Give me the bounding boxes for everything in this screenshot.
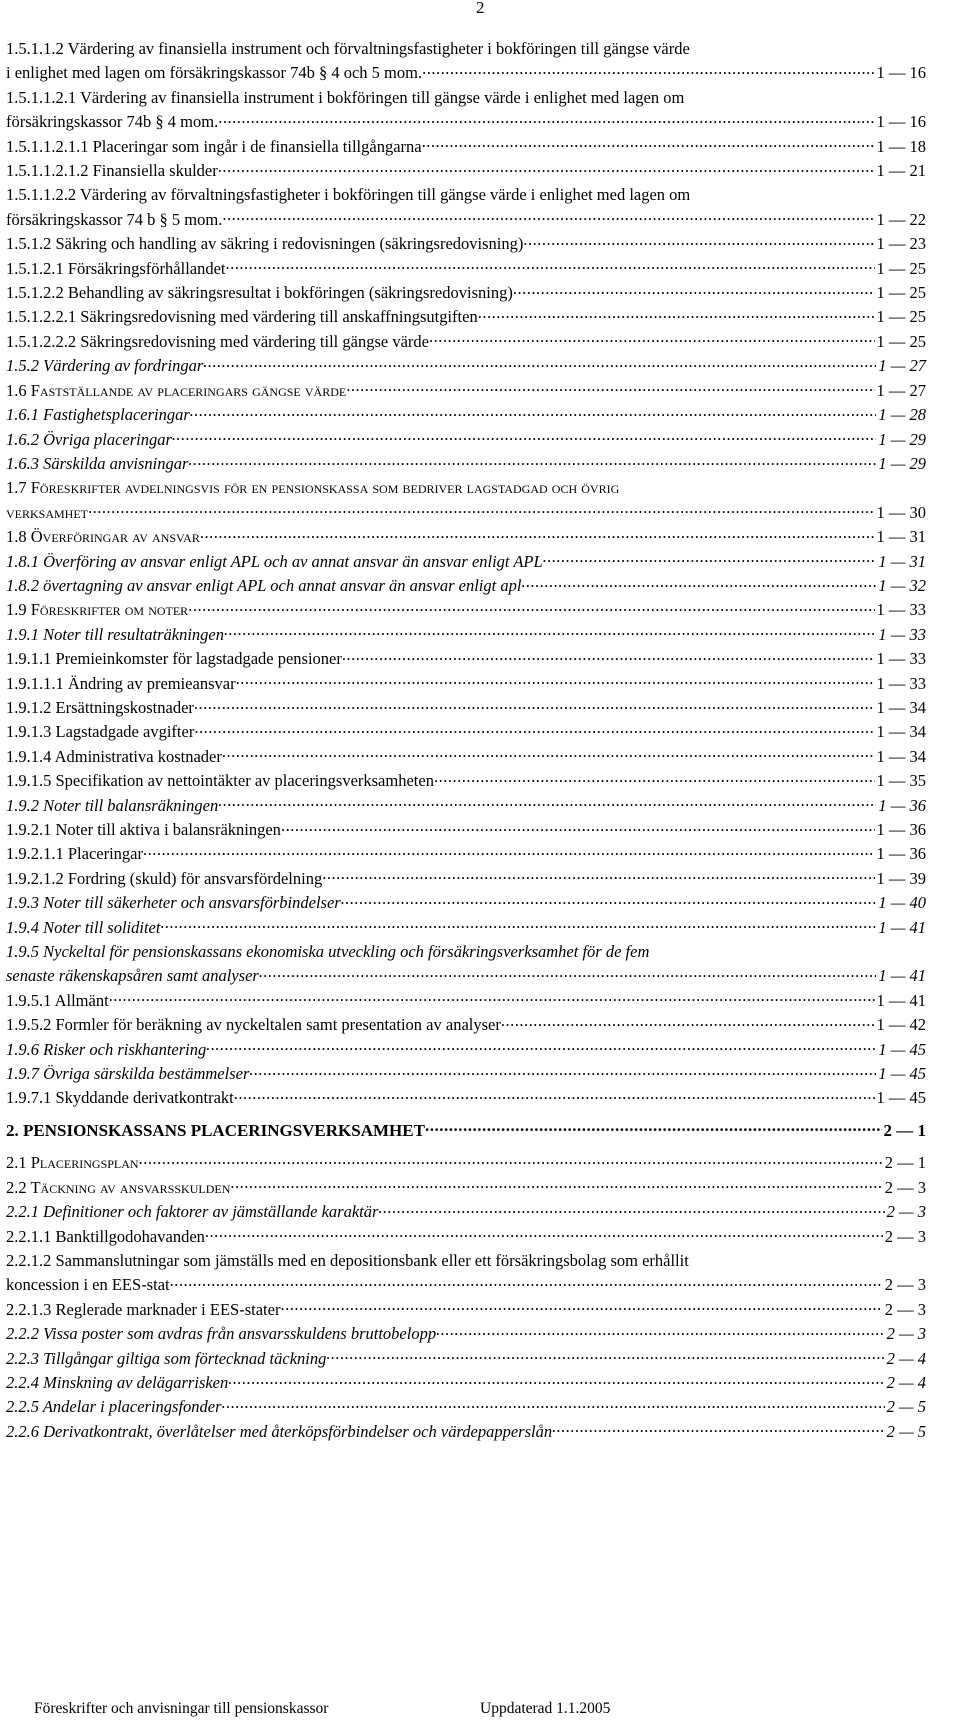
toc-entry-line (6, 1013, 926, 1037)
toc-entry-page: 1 — 22 (876, 209, 926, 229)
toc-entry[interactable] (6, 281, 926, 305)
toc-entry-page: 2 — 5 (886, 1421, 926, 1441)
toc-entry-title: 1.6 Fastställande av placeringars gängse värde (6, 380, 347, 400)
toc-entry-line (6, 403, 926, 427)
toc-entry-line (6, 623, 926, 647)
toc-entry[interactable] (6, 598, 926, 622)
toc-entry-title: senaste räkenskapsåren samt analyser (6, 966, 259, 986)
dot-leader (206, 1038, 876, 1055)
toc-entry[interactable] (6, 1420, 926, 1444)
toc-entry-title: verksamhet (6, 502, 89, 522)
toc-entry[interactable] (6, 574, 926, 598)
toc-entry-title: 2.2.4 Minskning av delägarrisken (6, 1372, 229, 1392)
toc-entry-title: 1.9.5.1 Allmänt (6, 990, 109, 1010)
page-number: 2 (476, 0, 485, 17)
dot-leader (236, 672, 875, 689)
toc-entry-line (6, 720, 926, 744)
dot-leader (222, 208, 874, 225)
dot-leader (280, 1298, 882, 1315)
toc-entry-page: 1 — 25 (876, 307, 926, 327)
dot-leader (322, 867, 874, 884)
toc-entry-title: 1.9.1.1 Premieinkomster för lagstadgade pensioner (6, 649, 342, 669)
toc-entry[interactable] (6, 989, 926, 1013)
toc-entry[interactable] (6, 403, 926, 427)
toc-entry-title: 1.9.2.1.2 Fordring (skuld) för ansvarsfördelning (6, 868, 323, 888)
dot-leader (218, 111, 874, 128)
toc-entry-page: 1 — 25 (876, 258, 926, 278)
toc-entry-line (6, 1225, 926, 1249)
dot-leader (222, 1396, 885, 1413)
toc-entry-page: 1 — 34 (876, 697, 926, 717)
toc-entry[interactable] (6, 1200, 926, 1224)
toc-entry-page: 1 — 29 (878, 453, 926, 473)
toc-entry[interactable] (6, 1347, 926, 1371)
toc-entry-page: 1 — 45 (878, 1064, 926, 1084)
dot-leader (543, 550, 877, 567)
dot-leader (513, 282, 875, 299)
toc-entry-title: 1.9.2.1.1 Placeringar (6, 844, 144, 864)
dot-leader (230, 1176, 882, 1193)
toc-entry-title: 1.5.1.2 Säkring och handling av säkring i redovisningen (säkringsredovisning) (6, 234, 524, 254)
dot-leader (109, 989, 875, 1006)
dot-leader (249, 1063, 876, 1080)
toc-entry-line (6, 281, 926, 305)
dot-leader (326, 1347, 884, 1364)
toc-entry-title: 2.2.2 Vissa poster som avdras från ansvarsskuldens bruttobelopp (6, 1324, 437, 1344)
toc-entry[interactable] (6, 696, 926, 720)
toc-entry[interactable] (6, 525, 926, 549)
toc-entry-title: 1.5.1.2.2.1 Säkringsredovisning med värdering till anskaffningsutgiften (6, 307, 478, 327)
toc-entry[interactable] (6, 916, 926, 940)
toc-entry[interactable] (6, 745, 926, 769)
dot-leader (436, 1323, 885, 1340)
toc-entry-line (6, 989, 926, 1013)
toc-entry-line (6, 647, 926, 671)
toc-entry-title: 2.2.1.3 Reglerade marknader i EES-stater (6, 1299, 281, 1319)
toc-entry[interactable] (6, 1038, 926, 1062)
toc-entry-page: 1 — 31 (876, 527, 926, 547)
dot-leader (188, 599, 874, 616)
toc-entry-title: 2.2.6 Derivatkontrakt, överlåtelser med återköpsförbindelser och värdepapperslån (6, 1421, 553, 1441)
toc-entry[interactable] (6, 257, 926, 281)
toc-entry[interactable] (6, 452, 926, 476)
footer-document-title: Föreskrifter och anvisningar till pensionskassor (34, 1700, 329, 1717)
toc-entry-page: 1 — 36 (876, 844, 926, 864)
toc-entry-line (6, 964, 926, 988)
dot-leader (200, 526, 875, 543)
dot-leader (218, 160, 875, 177)
toc-entry-title: 1.9.4 Noter till soliditet (6, 917, 161, 937)
dot-leader (346, 379, 874, 396)
dot-leader (378, 1201, 884, 1218)
toc-entry[interactable] (6, 330, 926, 354)
toc-entry-line (6, 916, 926, 940)
toc-entry[interactable] (6, 305, 926, 329)
toc-entry-line (6, 891, 926, 915)
toc-entry-page: 1 — 31 (878, 551, 926, 571)
dot-leader (226, 257, 875, 274)
toc-entry[interactable] (6, 842, 926, 866)
dot-leader (188, 452, 876, 469)
dot-leader (143, 843, 874, 860)
toc-entry-page: 1 — 27 (878, 356, 926, 376)
toc-entry-line (6, 794, 926, 818)
toc-entry-line (6, 525, 926, 549)
toc-entry[interactable] (6, 1322, 926, 1346)
toc-entry-title: 1.9.3 Noter till säkerheter och ansvarsförbindelser (6, 893, 341, 913)
toc-entry-page: 2 — 3 (884, 1226, 926, 1246)
dot-leader (88, 501, 874, 518)
toc-entry-title: 1.5.1.2.2.2 Säkringsredovisning med värdering till gängse värde (6, 331, 429, 351)
toc-entry-title: 2.2.1.1 Banktillgodohavanden (6, 1226, 205, 1246)
toc-entry-title: 2.2.1 Definitioner och faktorer av jämställande karaktär (6, 1202, 379, 1222)
toc-entry-page: 1 — 33 (876, 673, 926, 693)
toc-entry-title: 2.2.5 Andelar i placeringsfonder (6, 1397, 222, 1417)
toc-entry-line (6, 1119, 926, 1143)
toc-entry-line (6, 305, 926, 329)
toc-entry-line (6, 1273, 926, 1297)
dot-leader (172, 428, 876, 445)
toc-entry[interactable] (6, 720, 926, 744)
toc-entry-line (6, 867, 926, 891)
dot-leader (425, 1119, 882, 1136)
toc-entry-line (6, 1298, 926, 1322)
toc-entry[interactable] (6, 86, 926, 135)
toc-entry[interactable] (6, 1225, 926, 1249)
toc-entry[interactable] (6, 232, 926, 256)
toc-entry-title-line: 1.7 Föreskrifter avdelningsvis för en pensionskassa som bedriver lagstadgad och övrig (6, 478, 620, 498)
toc-entry-title: koncession i en EES-stat (6, 1275, 170, 1295)
dot-leader (342, 648, 875, 665)
toc-entry-line (6, 574, 926, 598)
dot-leader (194, 721, 874, 738)
toc-entry-title: 1.9.2 Noter till balansräkningen (6, 795, 219, 815)
toc-entry-title-line: 1.5.1.1.2.1 Värdering av finansiella instrument i bokföringen till gängse värde i enlighet med lagen om (6, 87, 685, 107)
toc-entry-line (6, 1371, 926, 1395)
dot-leader (523, 233, 874, 250)
dot-leader (429, 330, 875, 347)
toc-entry-page: 1 — 42 (876, 1015, 926, 1035)
dot-leader (190, 404, 877, 421)
toc-entry[interactable] (6, 647, 926, 671)
toc-entry[interactable] (6, 476, 926, 525)
toc-entry-page: 1 — 28 (878, 405, 926, 425)
toc-entry[interactable] (6, 379, 926, 403)
toc-entry-line (6, 208, 926, 232)
toc-entry-line (6, 61, 926, 85)
toc-entry-line (6, 842, 926, 866)
toc-entry-page: 1 — 33 (878, 624, 926, 644)
table-of-contents (6, 37, 926, 1444)
footer-updated-date: Uppdaterad 1.1.2005 (480, 1700, 611, 1717)
dot-leader (194, 696, 875, 713)
toc-entry[interactable] (6, 623, 926, 647)
toc-entry-title: 1.6.1 Fastighetsplaceringar (6, 405, 190, 425)
toc-entry-title-line: 1.9.5 Nyckeltal för pensionskassans ekonomiska utveckling och försäkringsverksamhet för de fem (6, 942, 650, 962)
toc-entry-title: 1.9.5.2 Formler för beräkning av nyckeltalen samt presentation av analyser (6, 1015, 501, 1035)
toc-entry-page: 1 — 27 (876, 380, 926, 400)
toc-entry-title: 1.8.2 övertagning av ansvar enligt APL och annat ansvar än ansvar enligt apl (6, 575, 522, 595)
toc-entry-line (6, 818, 926, 842)
toc-entry-page: 2 — 3 (884, 1275, 926, 1295)
toc-entry[interactable] (6, 159, 926, 183)
toc-entry[interactable] (6, 1062, 926, 1086)
toc-entry[interactable] (6, 428, 926, 452)
toc-entry-page: 2 — 4 (886, 1348, 926, 1368)
toc-entry[interactable] (6, 1119, 926, 1143)
toc-entry-line (6, 354, 926, 378)
toc-entry-title: 1.9.1.1.1 Ändring av premieansvar (6, 673, 236, 693)
dot-leader (160, 916, 876, 933)
dot-leader (422, 135, 875, 152)
toc-entry-title: 1.9.1.5 Specifikation av nettointäkter av placeringsverksamheten (6, 771, 434, 791)
toc-entry-line (6, 501, 926, 525)
toc-entry-line (6, 1420, 926, 1444)
toc-entry-title: 1.6.2 Övriga placeringar (6, 429, 172, 449)
toc-entry[interactable] (6, 354, 926, 378)
toc-entry-title: i enlighet med lagen om försäkringskassor 74b § 4 och 5 mom. (6, 63, 423, 83)
dot-leader (478, 306, 875, 323)
toc-entry-line (6, 257, 926, 281)
toc-entry-page: 1 — 41 (878, 966, 926, 986)
dot-leader (224, 623, 876, 640)
dot-leader (218, 794, 876, 811)
toc-entry-title-line: 1.5.1.1.2.2 Värdering av förvaltningsfastigheter i bokföringen till gängse värde i enlighet med lagen om (6, 185, 691, 205)
toc-entry-title: 1.5.1.2.1 Försäkringsförhållandet (6, 258, 226, 278)
toc-entry[interactable] (6, 867, 926, 891)
dot-leader (259, 965, 877, 982)
toc-entry-page: 1 — 41 (876, 990, 926, 1010)
toc-entry-line (6, 232, 926, 256)
toc-entry-title: 1.9.1.4 Administrativa kostnader (6, 746, 222, 766)
toc-entry-line (6, 598, 926, 622)
toc-entry-title: 1.9 Föreskrifter om noter (6, 600, 189, 620)
toc-entry-line (6, 1176, 926, 1200)
toc-entry[interactable] (6, 1371, 926, 1395)
toc-entry-title: 1.5.1.1.2.1.1 Placeringar som ingår i de finansiella tillgångarna (6, 136, 422, 156)
toc-entry-title: 1.8.1 Överföring av ansvar enligt APL och av annat ansvar än ansvar enligt APL (6, 551, 543, 571)
toc-entry-title: 1.9.1 Noter till resultaträkningen (6, 624, 225, 644)
toc-entry-title-line: 2.2.1.2 Sammanslutningar som jämställs med en depositionsbank eller ett försäkringsbolag som erhållit (6, 1250, 689, 1270)
dot-leader (434, 770, 875, 787)
dot-leader (552, 1420, 884, 1437)
toc-entry-line (6, 1151, 926, 1175)
dot-leader (521, 574, 876, 591)
toc-entry-title: 1.9.1.2 Ersättningskostnader (6, 697, 194, 717)
dot-leader (222, 745, 875, 762)
toc-entry[interactable] (6, 769, 926, 793)
toc-entry-page: 2 — 5 (886, 1397, 926, 1417)
toc-entry-title: 1.9.7 Övriga särskilda bestämmelser (6, 1064, 250, 1084)
toc-entry[interactable] (6, 672, 926, 696)
toc-entry[interactable] (6, 818, 926, 842)
toc-entry-page: 1 — 45 (876, 1088, 926, 1108)
dot-leader (205, 1225, 883, 1242)
toc-entry-page: 1 — 39 (876, 868, 926, 888)
toc-entry-line (6, 1322, 926, 1346)
toc-entry-page: 2 — 1 (883, 1120, 926, 1140)
toc-entry-line (6, 428, 926, 452)
toc-entry-line (6, 672, 926, 696)
toc-entry-page: 2 — 3 (886, 1324, 926, 1344)
toc-entry-page: 1 — 34 (876, 746, 926, 766)
toc-entry[interactable] (6, 135, 926, 159)
toc-entry-page: 2 — 3 (886, 1202, 926, 1222)
toc-entry[interactable] (6, 940, 926, 989)
toc-entry-line (6, 1062, 926, 1086)
toc-entry-page: 1 — 33 (876, 649, 926, 669)
toc-entry-page: 1 — 21 (876, 161, 926, 181)
toc-entry-line (6, 769, 926, 793)
toc-entry-page: 1 — 16 (876, 112, 926, 132)
toc-entry-page: 1 — 35 (876, 771, 926, 791)
toc-entry-title-line: 1.5.1.1.2 Värdering av finansiella instrument och förvaltningsfastigheter i bokföringen till gängse värde (6, 39, 690, 58)
toc-entry-line (6, 330, 926, 354)
toc-entry[interactable] (6, 1013, 926, 1037)
dot-leader (422, 62, 874, 79)
dot-leader (281, 819, 875, 836)
dot-leader (228, 1371, 884, 1388)
toc-entry-title: 1.9.1.3 Lagstadgade avgifter (6, 722, 195, 742)
toc-entry[interactable] (6, 1298, 926, 1322)
toc-entry-line (6, 135, 926, 159)
toc-entry-line (6, 1395, 926, 1419)
toc-entry[interactable] (6, 891, 926, 915)
toc-entry-page: 1 — 25 (876, 331, 926, 351)
toc-entry-page: 1 — 45 (878, 1039, 926, 1059)
toc-entry-page: 2 — 3 (884, 1177, 926, 1197)
toc-entry-line (6, 379, 926, 403)
toc-entry[interactable] (6, 550, 926, 574)
toc-entry-line (6, 110, 926, 134)
toc-entry-line (6, 1347, 926, 1371)
toc-entry-page: 1 — 34 (876, 722, 926, 742)
dot-leader (234, 1087, 875, 1104)
toc-entry-title: 2. PENSIONSKASSANS PLACERINGSVERKSAMHET (6, 1120, 425, 1140)
toc-entry-title: 1.5.2 Värdering av fordringar (6, 356, 204, 376)
toc-entry-page: 2 — 3 (884, 1299, 926, 1319)
toc-entry-line (6, 1038, 926, 1062)
dot-leader (203, 355, 876, 372)
toc-entry-title: försäkringskassor 74b § 4 mom. (6, 112, 219, 132)
toc-entry-title: försäkringskassor 74 b § 5 mom. (6, 209, 223, 229)
toc-entry-line (6, 452, 926, 476)
toc-entry-page: 1 — 32 (878, 575, 926, 595)
toc-entry[interactable] (6, 1395, 926, 1419)
toc-entry-page: 1 — 23 (876, 234, 926, 254)
toc-entry-title: 1.5.1.2.2 Behandling av säkringsresultat i bokföringen (säkringsredovisning) (6, 283, 513, 303)
toc-entry-page: 2 — 4 (886, 1372, 926, 1392)
toc-entry-page: 1 — 29 (878, 429, 926, 449)
toc-entry-page: 1 — 30 (876, 502, 926, 522)
toc-entry-title: 1.9.6 Risker och riskhantering (6, 1039, 207, 1059)
toc-entry-page: 1 — 18 (876, 136, 926, 156)
toc-entry[interactable] (6, 1176, 926, 1200)
toc-entry-title: 1.5.1.1.2.1.2 Finansiella skulder (6, 161, 218, 181)
toc-entry[interactable] (6, 183, 926, 232)
toc-entry-page: 1 — 36 (878, 795, 926, 815)
toc-entry-page: 1 — 16 (876, 63, 926, 83)
toc-entry-line (6, 1200, 926, 1224)
toc-entry-page: 1 — 36 (876, 820, 926, 839)
toc-entry-line (6, 550, 926, 574)
toc-entry-title: 1.9.2.1 Noter till aktiva i balansräkningen (6, 820, 281, 839)
toc-entry-title: 2.1 Placeringsplan (6, 1153, 139, 1173)
toc-entry-title: 1.9.7.1 Skyddande derivatkontrakt (6, 1088, 234, 1108)
toc-entry-line (6, 159, 926, 183)
toc-entry[interactable] (6, 1086, 926, 1110)
toc-entry-page: 1 — 41 (878, 917, 926, 937)
toc-entry-page: 1 — 33 (876, 600, 926, 620)
toc-entry-line (6, 1086, 926, 1110)
toc-entry-title: 2.2.3 Tillgångar giltiga som förtecknad täckning (6, 1348, 327, 1368)
toc-entry-page: 1 — 25 (876, 283, 926, 303)
dot-leader (139, 1152, 883, 1169)
toc-entry[interactable] (6, 1249, 926, 1298)
dot-leader (501, 1014, 875, 1031)
toc-entry[interactable] (6, 37, 926, 86)
toc-entry-page: 1 — 40 (878, 893, 926, 913)
dot-leader (170, 1274, 883, 1291)
dot-leader (341, 892, 877, 909)
toc-entry-title: 2.2 Täckning av ansvarsskulden (6, 1177, 231, 1197)
toc-entry-title: 1.8 Överföringar av ansvar (6, 527, 200, 547)
toc-entry[interactable] (6, 794, 926, 818)
toc-entry-line (6, 696, 926, 720)
toc-entry-page: 2 — 1 (884, 1153, 926, 1173)
toc-entry-title: 1.6.3 Särskilda anvisningar (6, 453, 189, 473)
toc-entry-line (6, 745, 926, 769)
toc-entry[interactable] (6, 1151, 926, 1175)
